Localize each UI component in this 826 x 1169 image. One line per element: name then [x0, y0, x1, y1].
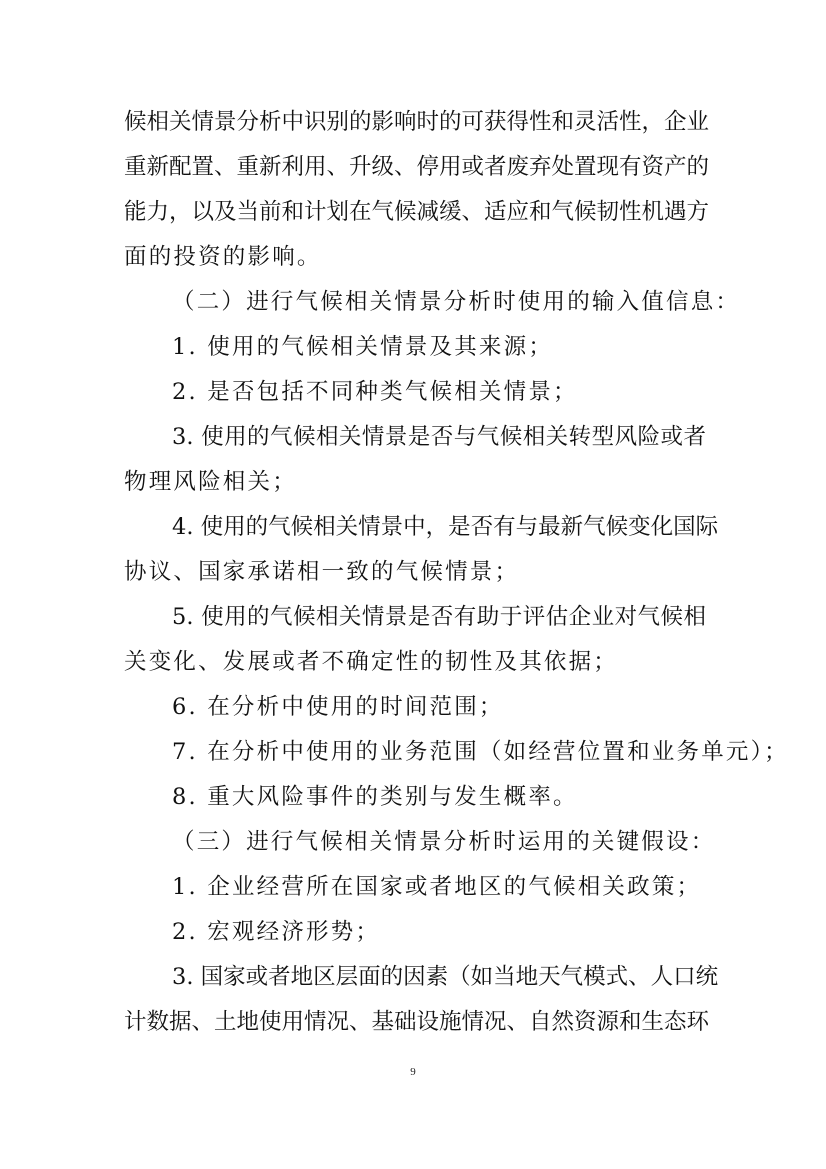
section-heading: （三）进行气候相关情景分析时运用的关键假设：: [172, 829, 716, 855]
list-item: 1. 使用的气候相关情景及其来源；: [172, 334, 554, 360]
list-item: 2. 宏观经济形势；: [172, 919, 381, 945]
list-item: 7. 在分析中使用的业务范围（如经营位置和业务单元）；: [172, 739, 789, 765]
list-item-continuation: 物理风险相关；: [124, 469, 297, 495]
list-item: 2. 是否包括不同种类气候相关情景；: [172, 379, 578, 405]
list-item-continuation: 计数据、土地使用情况、基础设施情况、自然资源和生态环: [124, 1009, 710, 1035]
page-number: 9: [410, 1066, 416, 1078]
paragraph-line: 候相关情景分析中识别的影响时的可获得性和灵活性，企业: [124, 109, 710, 135]
list-item: 3. 国家或者地区层面的因素（如当地天气模式、人口统: [172, 964, 719, 990]
paragraph-line: 面的投资的影响。: [124, 244, 322, 270]
list-item: 4. 使用的气候相关情景中，是否有与最新气候变化国际: [172, 514, 719, 540]
list-item: 5. 使用的气候相关情景是否有助于评估企业对气候相: [172, 604, 706, 630]
section-heading: （二）进行气候相关情景分析时使用的输入值信息：: [172, 289, 741, 315]
list-item: 1. 企业经营所在国家或者地区的气候相关政策；: [172, 874, 702, 900]
list-item-continuation: 协议、国家承诺相一致的气候情景；: [124, 559, 520, 585]
list-item: 3. 使用的气候相关情景是否与气候相关转型风险或者: [172, 424, 706, 450]
list-item: 8. 重大风险事件的类别与发生概率。: [172, 784, 578, 810]
list-item-continuation: 关变化、发展或者不确定性的韧性及其依据；: [124, 649, 619, 675]
paragraph-line: 重新配置、重新利用、升级、停用或者废弃处置现有资产的: [124, 154, 710, 180]
list-item: 6. 在分析中使用的时间范围；: [172, 694, 504, 720]
paragraph-line: 能力，以及当前和计划在气候减缓、适应和气候韧性机遇方: [124, 199, 710, 225]
